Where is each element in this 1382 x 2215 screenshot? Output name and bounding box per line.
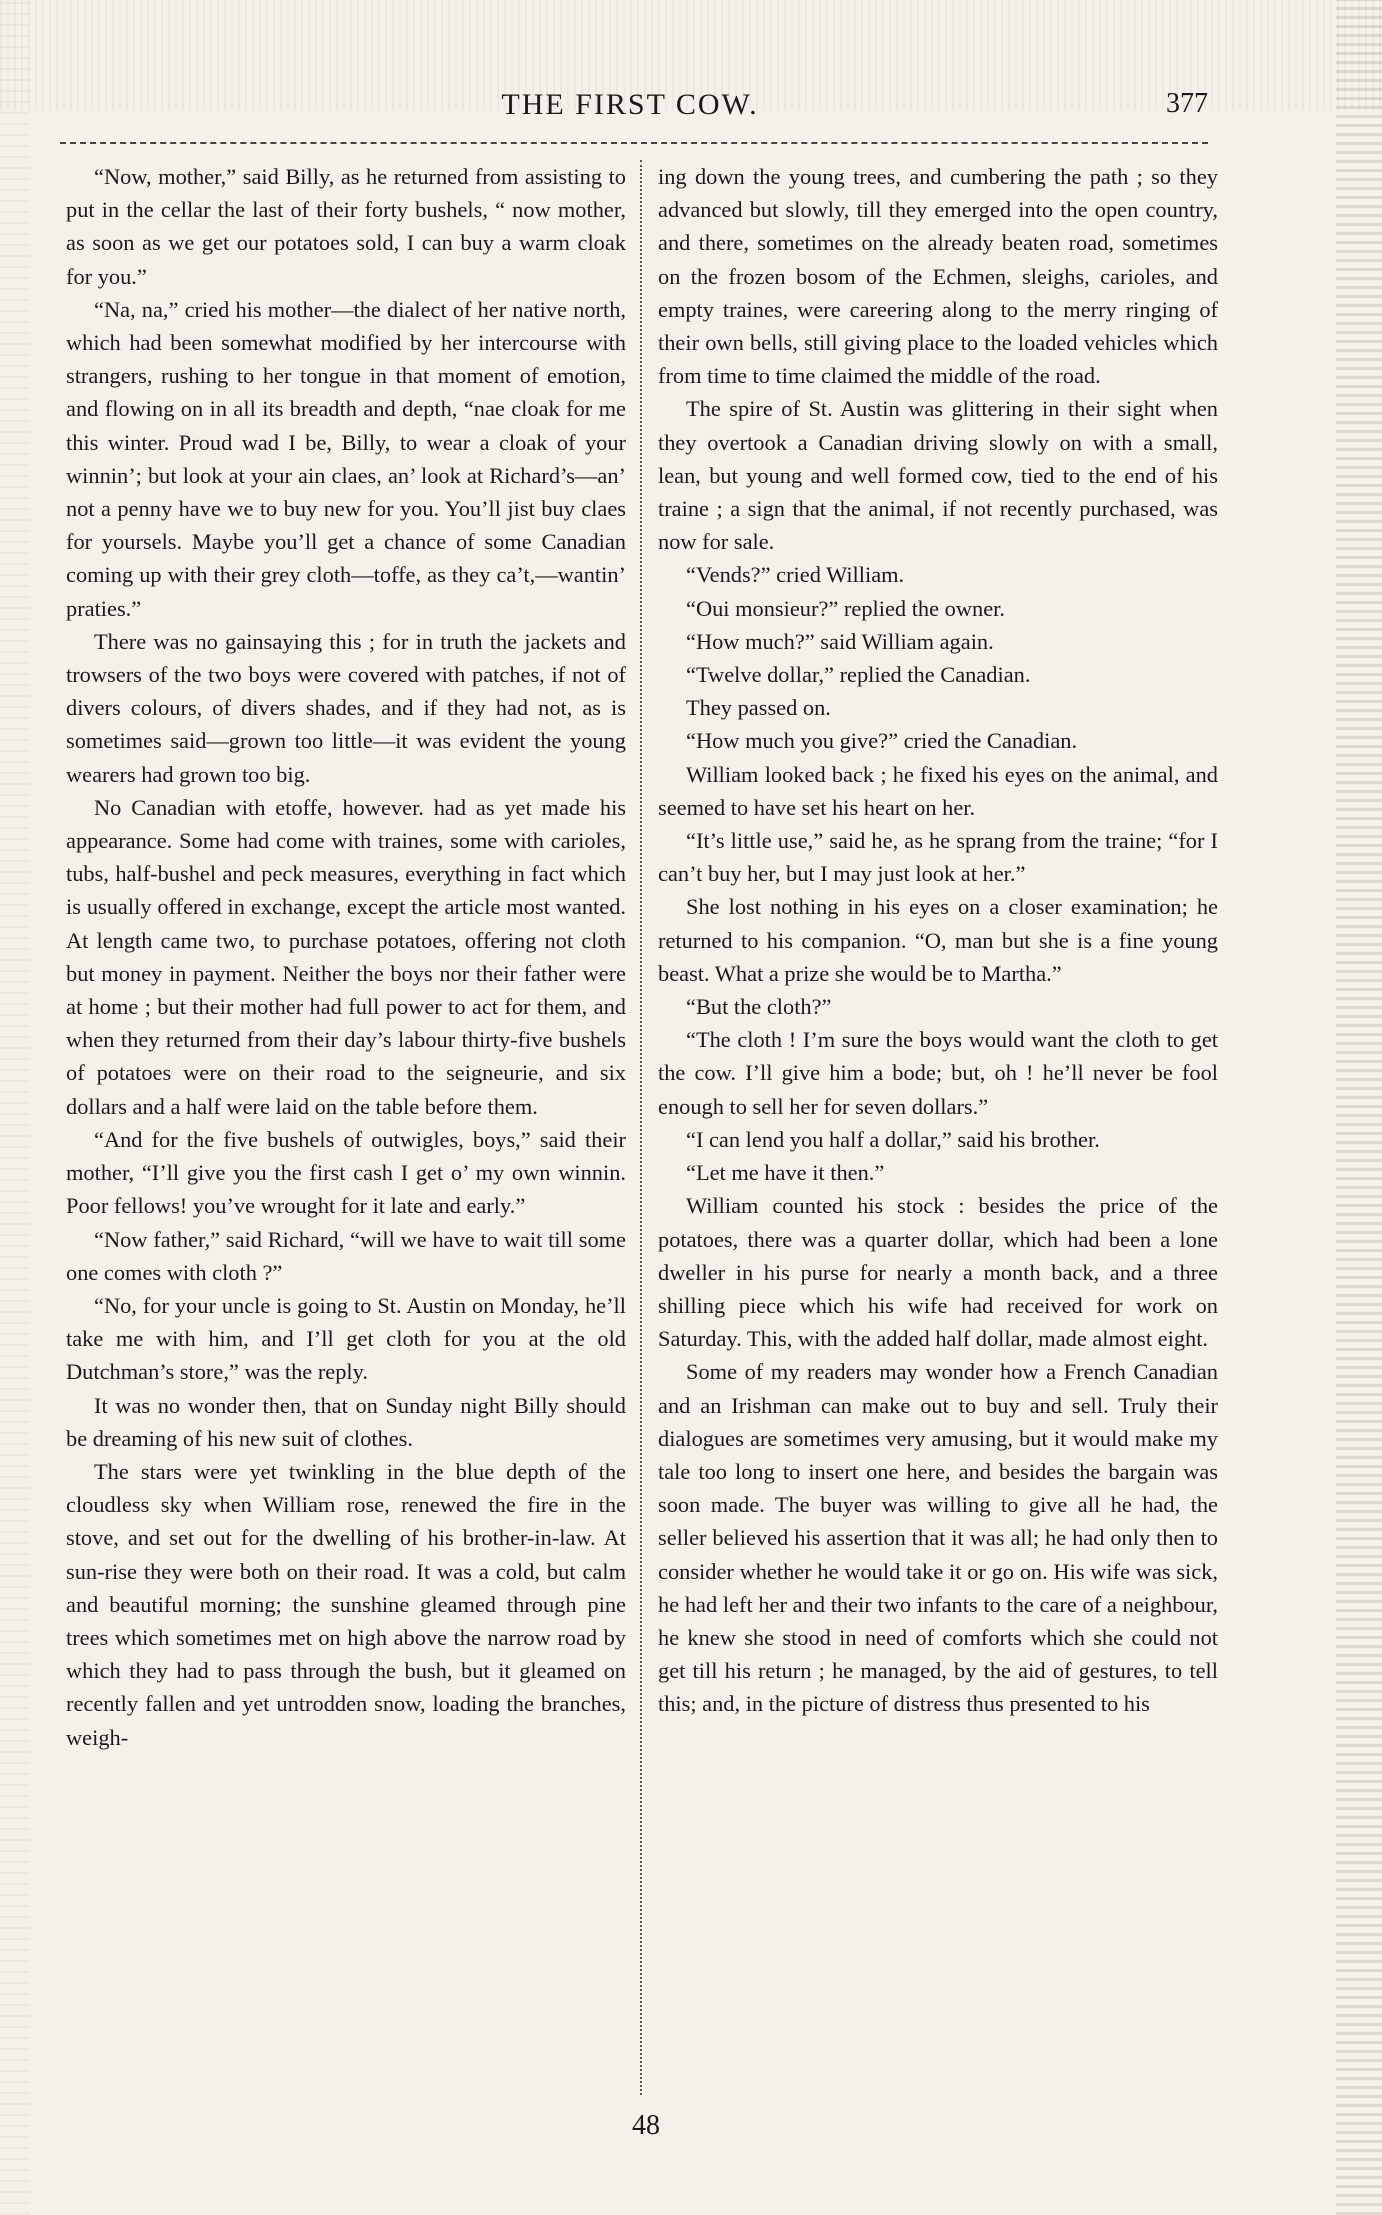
paragraph: Some of my readers may wonder how a French Canadian and an Irishman can make out to buy and sell. Truly their dialogues are sometimes very amusing, but it would make my tale too long to insert one here, and besides the bargain was soon made. The buyer was willing to give all he had, the seller believed his assertion that it was all; he had only then to consider whether he would take it or go on. His wife was sick, he had left her and their two infants to the care of a neighbour, he knew she stood in need of comforts which she could not get till his return ; he managed, by the aid of gestures, to tell this; and, in the picture of distress thus presented to his: [658, 1359, 1218, 1717]
paragraph: “But the cloth?”: [686, 994, 832, 1020]
paragraph: William looked back ; he fixed his eyes on the animal, and seemed to have set his heart on her.: [658, 761, 1218, 820]
paragraph: “Now father,” said Richard, “will we have to wait till some one comes with cloth ?”: [66, 1226, 626, 1285]
paragraph: “Twelve dollar,” replied the Canadian.: [686, 662, 1031, 688]
paragraph: “How much you give?” cried the Canadian.: [686, 728, 1078, 754]
paragraph: The spire of St. Austin was glittering in their sight when they overtook a Canadian driving slowly on with a small, lean, but young and well formed cow, tied to the end of his traine ; a sign that the animal, if not recently purchased, was now for sale.: [658, 396, 1218, 555]
column-divider: [640, 160, 642, 2095]
paragraph: William counted his stock : besides the price of the potatoes, there was a quarter dollar, which had been a lone dweller in his purse for nearly a month back, and a three shilling piece which his wife had received for work on Saturday. This, with the added half dollar, made almost eight.: [658, 1193, 1218, 1352]
paragraph: It was no wonder then, that on Sunday night Billy should be dreaming of his new suit of clothes.: [66, 1392, 626, 1451]
running-title: THE FIRST COW.: [501, 88, 759, 121]
paragraph: “Na, na,” cried his mother—the dialect of her native north, which had been somewhat modified by her intercourse with strangers, rushing to her tongue in that moment of emotion, and flowing on in all its breadth and depth, “nae cloak for me this winter. Proud wad I be, Billy, to wear a cloak of your winnin’; but look at your ain claes, an’ look at Richard’s—an’ not a penny have we to buy new for you. You’ll jist buy claes for yoursels. Maybe you’ll get a chance of some Canadian coming up with their grey cloth—toffe, as they ca’t,—wantin’ praties.”: [66, 296, 626, 621]
paragraph: They passed on.: [686, 695, 831, 721]
left-column: [66, 160, 626, 1754]
paragraph: “Let me have it then.”: [686, 1160, 885, 1186]
paragraph: “Now, mother,” said Billy, as he returned from assisting to put in the cellar the last of their forty bushels, “ now mother, as soon as we get our potatoes sold, I can buy a warm cloak for you.”: [66, 164, 626, 289]
paragraph: ing down the young trees, and cumbering the path ; so they advanced but slowly, till they emerged into the open country, and there, sometimes on the already beaten road, sometimes on the frozen bosom of the Echmen, sleighs, carioles, and empty traines, were careering along to the merry ringing of their own bells, still giving place to the loaded vehicles which from time to time claimed the middle of the road.: [658, 164, 1218, 389]
paragraph: “Oui monsieur?” replied the owner.: [686, 595, 1005, 621]
paragraph: “How much?” said William again.: [686, 628, 994, 654]
paragraph: “It’s little use,” said he, as he sprang from the traine; “for I can’t buy her, but I may just look at her.”: [658, 828, 1218, 887]
scan-noise-left: [0, 0, 30, 2215]
scan-noise-right: [1336, 0, 1382, 2215]
header-rule: [60, 142, 1208, 144]
paragraph: “And for the five bushels of outwigles, boys,” said their mother, “I’ll give you the first cash I get o’ my own winnin. Poor fellows! you’ve wrought for it late and early.”: [66, 1126, 626, 1219]
paragraph: The stars were yet twinkling in the blue depth of the cloudless sky when William rose, renewed the fire in the stove, and set out for the dwelling of his brother-in-law. At sun-rise they were both on their road. It was a cold, but calm and beautiful morning; the sunshine gleamed through pine trees which sometimes met on high above the narrow road by which they had to pass through the bush, but it gleamed on recently fallen and yet untrodden snow, loading the branches, weigh-: [66, 1458, 626, 1750]
paragraph: There was no gainsaying this ; for in truth the jackets and trowsers of the two boys were covered with patches, if not of divers colours, of divers shades, and if they had not, as is sometimes said—grown too little—it was evident the young wearers had grown too big.: [66, 628, 626, 787]
right-column: [658, 160, 1218, 1721]
paragraph: “The cloth ! I’m sure the boys would want the cloth to get the cow. I’ll give him a bode; but, oh ! he’ll never be fool enough to sell her for seven dollars.”: [658, 1027, 1218, 1119]
paragraph: “I can lend you half a dollar,” said his brother.: [686, 1126, 1100, 1152]
paragraph: No Canadian with etoffe, however. had as yet made his appearance. Some had come with traines, some with carioles, tubs, half-bushel and peck measures, everything in fact which is usually offered in exchange, except the article most wanted. At length came two, to purchase potatoes, offering not cloth but money in payment. Neither the boys nor their father were at home ; but their mother had full power to act for them, and when they returned from their day’s labour thirty-five bushels of potatoes were on their road to the seigneurie, and six dollars and a half were laid on the table before them.: [66, 794, 626, 1119]
paragraph: “Vends?” cried William.: [686, 562, 905, 588]
page-number: 377: [1166, 88, 1208, 119]
paragraph: She lost nothing in his eyes on a closer examination; he returned to his companion. “O, man but she is a fine young beast. What a prize she would be to Martha.”: [658, 894, 1218, 986]
paragraph: “No, for your uncle is going to St. Austin on Monday, he’ll take me with him, and I’ll get cloth for you at the old Dutchman’s store,” was the reply.: [66, 1292, 626, 1385]
page-header: [60, 88, 1208, 132]
signature-mark: 48: [632, 2110, 660, 2141]
